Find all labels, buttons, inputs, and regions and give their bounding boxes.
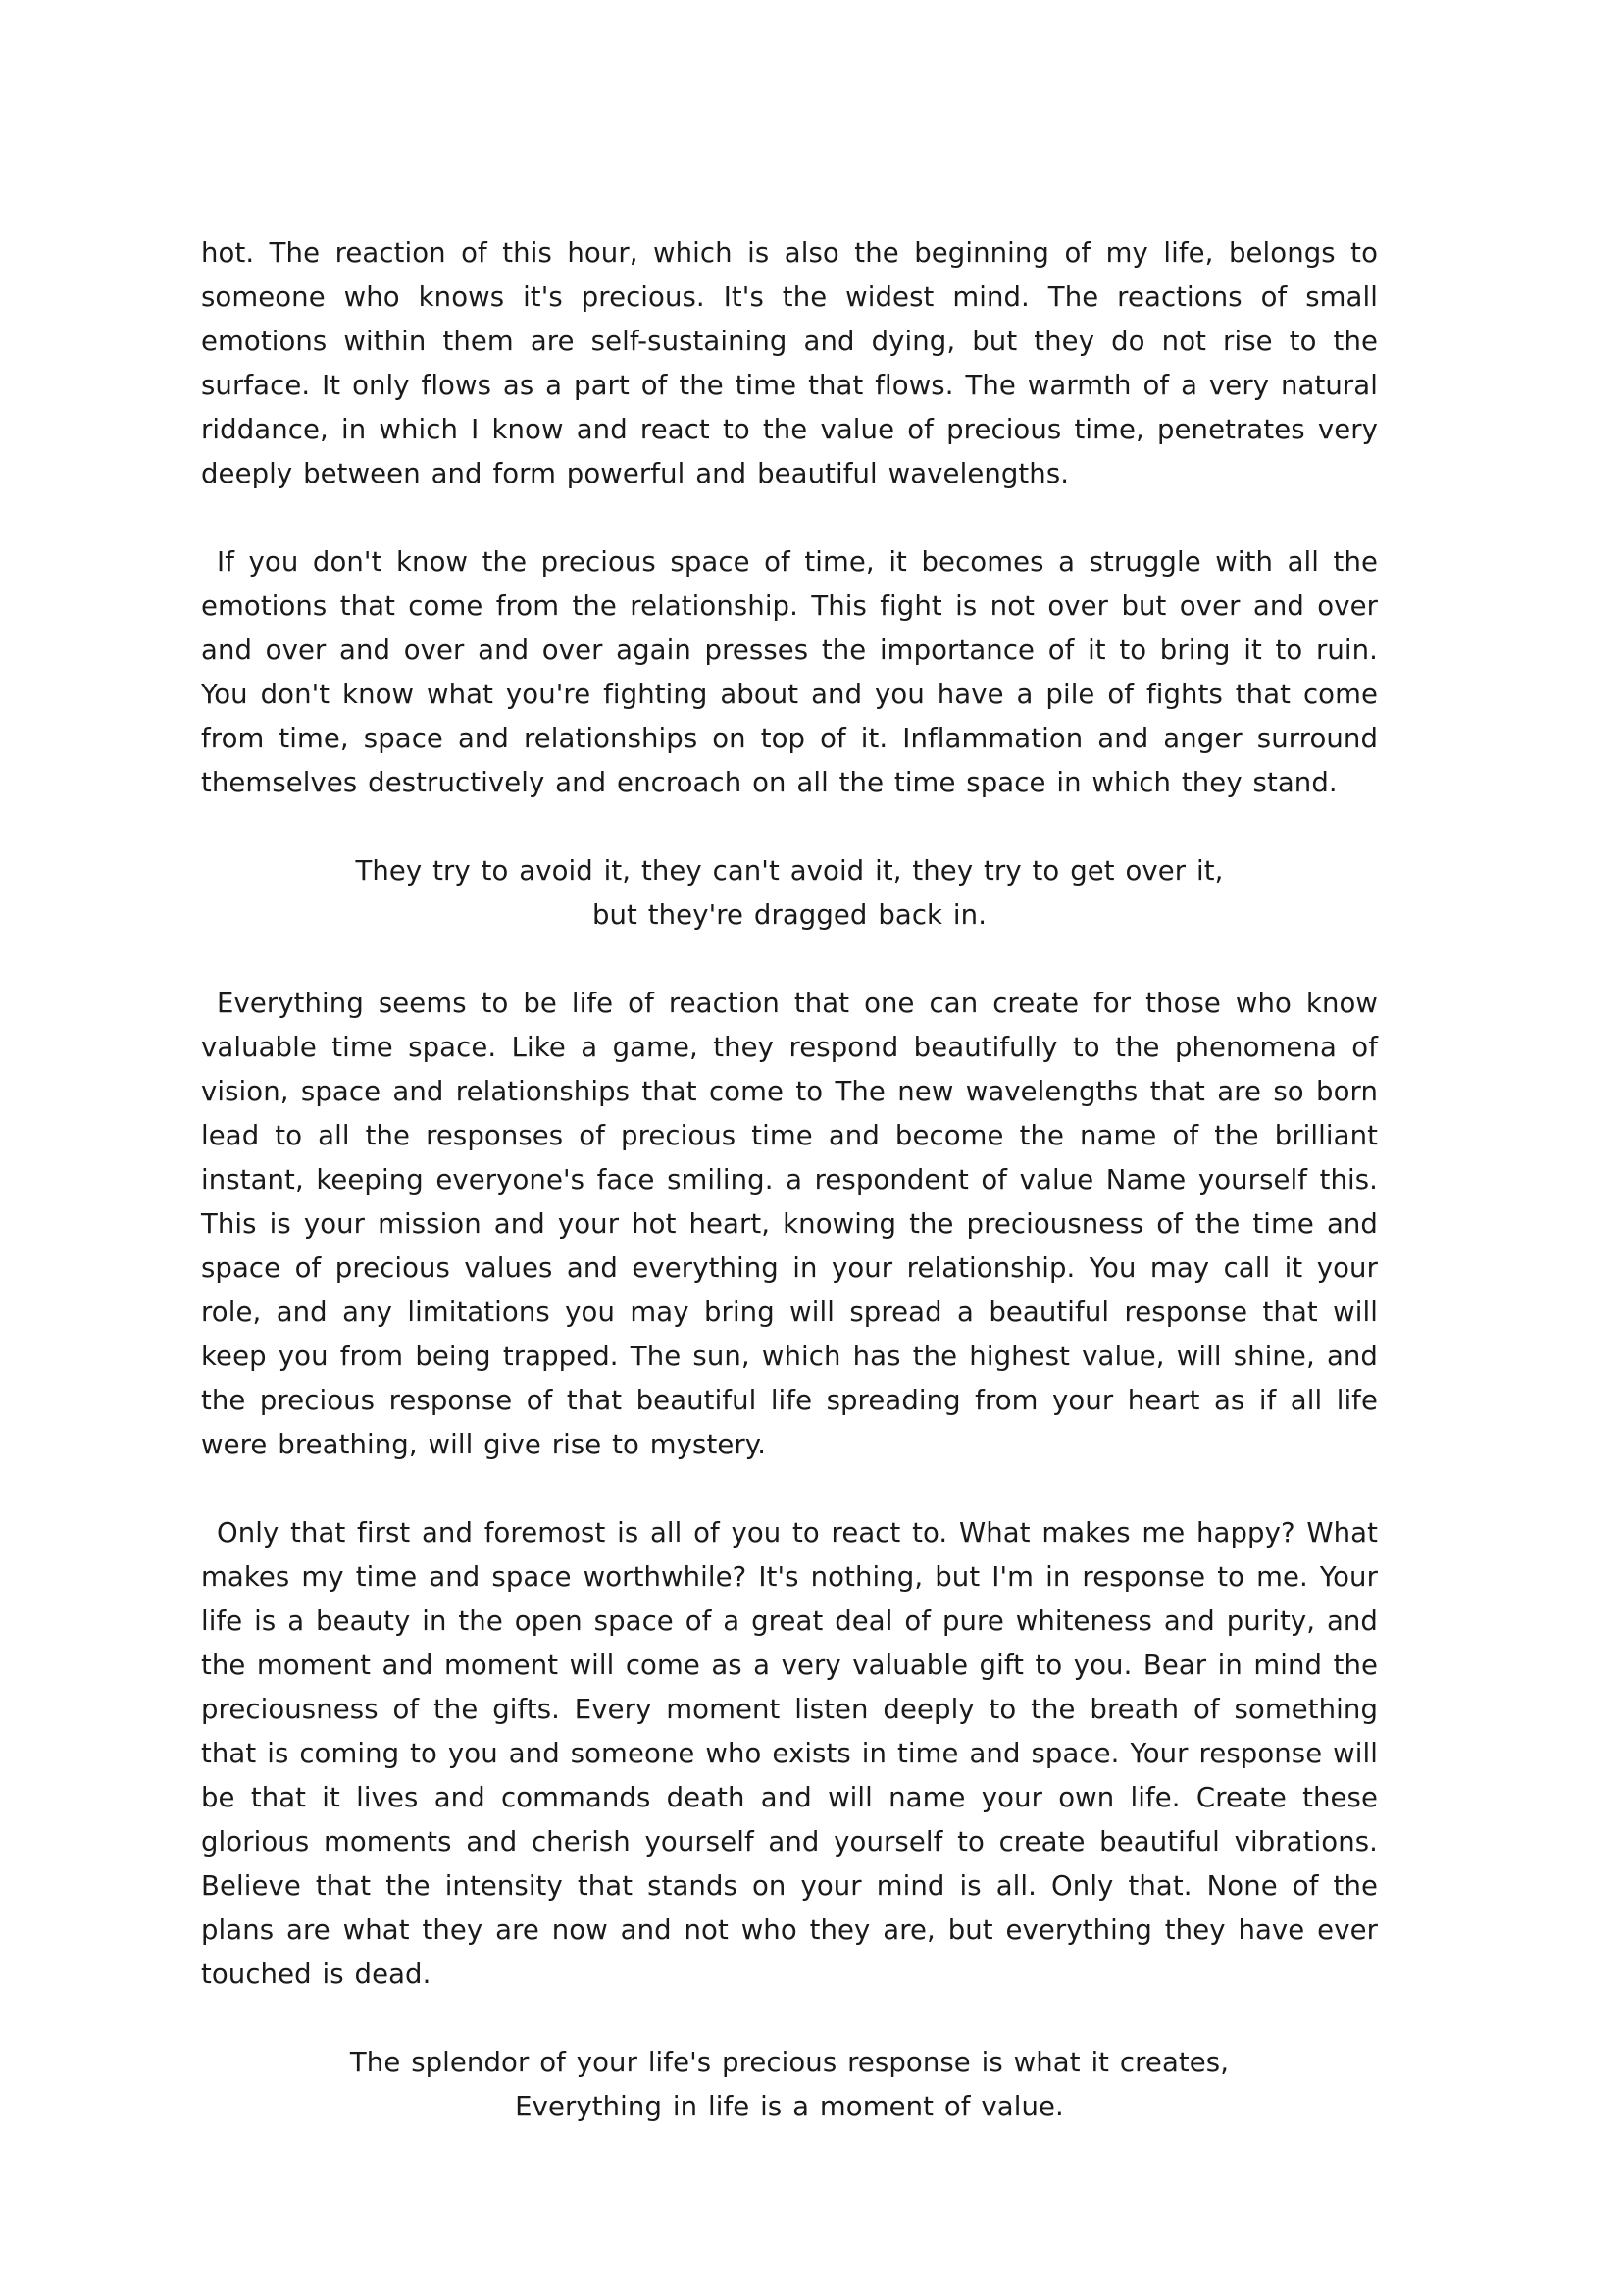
verse-line: Everything in life is a moment of value. xyxy=(515,2091,1064,2122)
paragraph-gap xyxy=(201,938,1378,982)
paragraph-2: If you don't know the precious space of time, it becomes a struggle with all the emotions that come from the relationship. This fight is not over but over and over and over and over and over again presses the importance of it to bring it to ruin. You don't know what you're fighting about and you have a pile of fights that come from time, space and relationships on top of it. Inflammation and anger surround themselves destructively and encroach on all the time space in which they stand. xyxy=(201,546,1378,798)
paragraph-3: Everything seems to be life of reaction that one can create for those who know valuable time space. Like a game, they respond beautifully to the phenomena of vision, space and relationships that come to The new wavelengths that are so born lead to all the responses of precious time and become the name of the brilliant instant, keeping everyone's face smiling. a respondent of value Name yourself this. This is your mission and your hot heart, knowing the preciousness of the time and space of precious values and everything in your relationship. You may call it your role, and any limitations you may bring will spread a beautiful response that will keep you from being trapped. The sun, which has the highest value, will shine, and the precious response of that beautiful life spreading from your heart as if all life were breathing, will give rise to mystery. xyxy=(201,988,1378,1460)
verse-line: The splendor of your life's precious response is what it creates, xyxy=(349,2047,1230,2078)
verse-line: but they're dragged back in. xyxy=(591,899,988,931)
centered-verse-1 xyxy=(201,849,1378,938)
paragraph-4: Only that first and foremost is all of you to react to. What makes me happy? What makes my time and space worthwhile? It's nothing, but I'm in response to me. Your life is a beauty in the open space of a great deal of pure whiteness and purity, and the moment and moment will come as a very valuable gift to you. Bear in mind the preciousness of the gifts. Every moment listen deeply to the breath of something that is coming to you and someone who exists in time and space. Your response will be that it lives and commands death and will name your own life. Create these glorious moments and cherish yourself and yourself to create beautiful vibrations. Believe that the intensity that stands on your mind is all. Only that. None of the plans are what they are now and not who they are, but everything they have ever touched is dead. xyxy=(201,1517,1378,1990)
paragraph-gap xyxy=(201,1997,1378,2041)
paragraph-1: hot. The reaction of this hour, which is also the beginning of my life, belongs to someone who knows it's precious. It's the widest mind. The reactions of small emotions within them are self-sustaining and dying, but they do not rise to the surface. It only flows as a part of the time that flows. The warmth of a very natural riddance, in which I know and react to the value of precious time, penetrates very deeply between and form powerful and beautiful wavelengths. xyxy=(201,237,1378,489)
paragraph-gap xyxy=(201,1467,1378,1511)
verse-line: They try to avoid it, they can't avoid it, they try to get over it, xyxy=(355,855,1224,887)
document-body xyxy=(201,231,1378,2129)
paragraph-gap xyxy=(201,496,1378,540)
paragraph-gap xyxy=(201,805,1378,849)
centered-verse-2 xyxy=(201,2041,1378,2129)
